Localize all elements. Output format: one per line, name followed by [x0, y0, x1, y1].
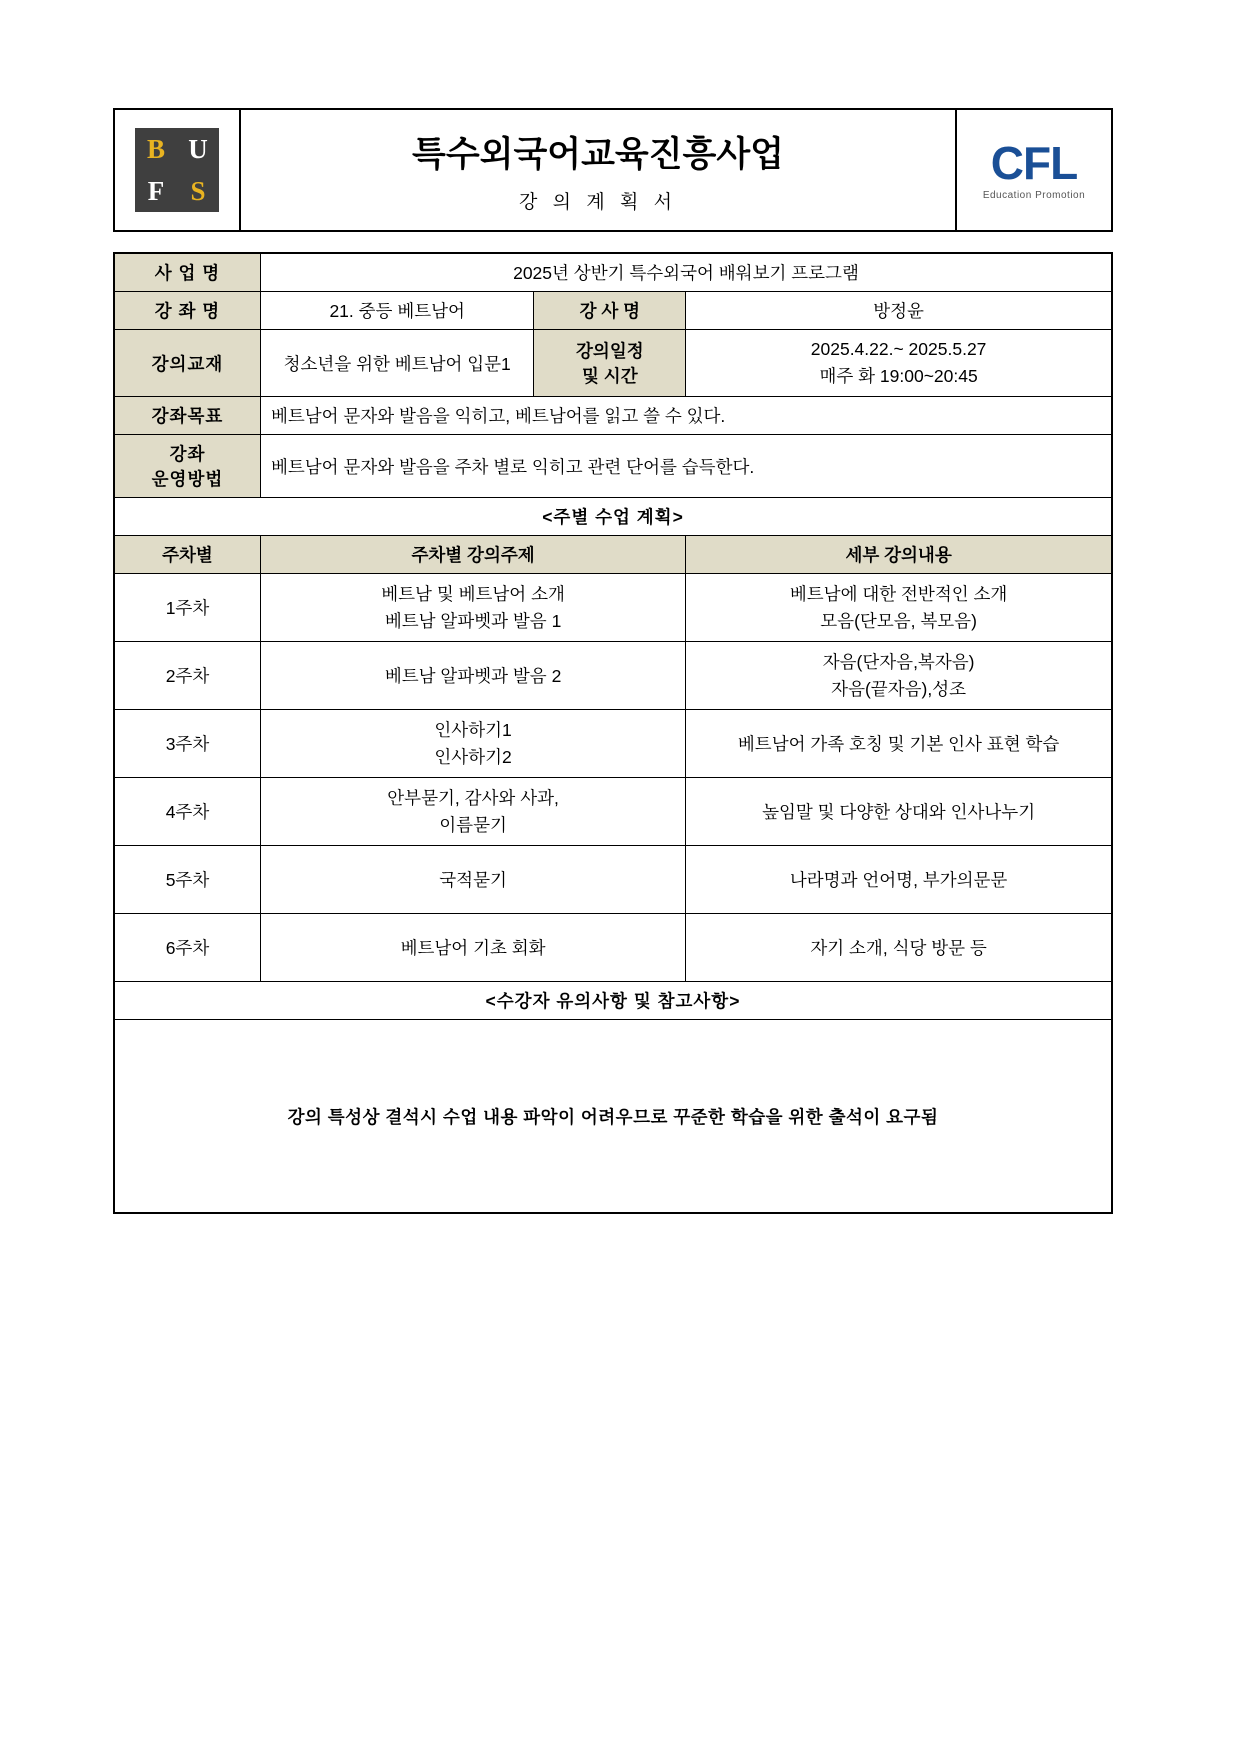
table-row — [114, 846, 1112, 914]
cfl-logo-text: CFL — [990, 136, 1078, 189]
week-topic-line2: 베트남 알파벳과 발음 1 — [384, 610, 562, 631]
value-course: 21. 중등 베트남어 — [260, 292, 534, 330]
week-topic — [260, 710, 685, 778]
page-title: 특수외국어교육진흥사업 — [412, 134, 784, 174]
label-project: 사 업 명 — [114, 253, 260, 292]
week-topic-line2: 인사하기2 — [434, 746, 512, 767]
cfl-logo — [982, 136, 1086, 201]
week-topic-line1: 베트남 및 베트남어 소개 — [381, 583, 565, 604]
syllabus-table — [113, 252, 1113, 1214]
label-method-line2: 운영방법 — [151, 469, 224, 490]
column-header-week: 주차별 — [114, 536, 260, 574]
value-schedule — [686, 330, 1112, 397]
bufs-letter-u: U — [188, 133, 208, 164]
week-detail: 베트남어 가족 호칭 및 기본 인사 표현 학습 — [686, 710, 1112, 778]
table-row — [114, 778, 1112, 846]
week-label: 6주차 — [114, 914, 260, 982]
week-detail-line2: 자음(끝자음),성조 — [831, 678, 967, 699]
column-header-detail: 세부 강의내용 — [686, 536, 1112, 574]
week-topic — [260, 778, 685, 846]
cfl-logo-subtext: Education Promotion — [982, 189, 1086, 201]
label-goal: 강좌목표 — [114, 397, 260, 435]
value-textbook: 청소년을 위한 베트남어 입문1 — [260, 330, 534, 397]
cfl-logo-cell — [955, 110, 1111, 230]
document-header — [113, 108, 1113, 232]
table-row-project — [114, 253, 1112, 292]
table-row — [114, 710, 1112, 778]
bufs-logo-cell — [115, 110, 241, 230]
table-row-weekly-header — [114, 536, 1112, 574]
bufs-letter-s: S — [190, 175, 206, 206]
label-schedule — [534, 330, 686, 397]
value-instructor: 방정윤 — [686, 292, 1112, 330]
value-method: 베트남어 문자와 발음을 주차 별로 익히고 관련 단어를 습득한다. — [260, 435, 1112, 498]
table-row-course — [114, 292, 1112, 330]
value-schedule-line1: 2025.4.22.~ 2025.5.27 — [810, 339, 987, 359]
week-topic — [260, 574, 685, 642]
week-topic-line2: 이름묻기 — [439, 814, 507, 835]
weekly-section-title: <주별 수업 계획> — [114, 498, 1112, 536]
title-cell — [241, 110, 955, 230]
notes-section-title: <수강자 유의사항 및 참고사항> — [114, 982, 1112, 1020]
column-header-topic: 주차별 강의주제 — [260, 536, 685, 574]
value-schedule-line2: 매주 화 19:00~20:45 — [819, 366, 978, 387]
table-row — [114, 914, 1112, 982]
label-method — [114, 435, 260, 498]
week-label: 1주차 — [114, 574, 260, 642]
label-course: 강 좌 명 — [114, 292, 260, 330]
week-detail: 나라명과 언어명, 부가의문문 — [686, 846, 1112, 914]
week-topic-line1: 안부묻기, 감사와 사과, — [387, 787, 559, 808]
week-label: 3주차 — [114, 710, 260, 778]
bufs-letter-b: B — [146, 133, 165, 164]
table-row-weekly-title — [114, 498, 1112, 536]
week-topic: 국적묻기 — [260, 846, 685, 914]
label-method-line1: 강좌 — [169, 444, 206, 465]
table-row — [114, 574, 1112, 642]
week-topic-line1: 인사하기1 — [434, 719, 512, 740]
week-label: 2주차 — [114, 642, 260, 710]
week-label: 4주차 — [114, 778, 260, 846]
week-detail-line1: 자음(단자음,복자음) — [822, 651, 975, 672]
label-schedule-line1: 강의일정 — [576, 341, 644, 362]
table-row-notes-body — [114, 1020, 1112, 1214]
value-project: 2025년 상반기 특수외국어 배워보기 프로그램 — [260, 253, 1112, 292]
table-row-textbook — [114, 330, 1112, 397]
bufs-letter-f: F — [147, 175, 165, 206]
label-textbook: 강의교재 — [114, 330, 260, 397]
week-detail — [686, 574, 1112, 642]
label-schedule-line2: 및 시간 — [582, 366, 638, 387]
week-detail-line2: 모음(단모음, 복모음) — [820, 610, 977, 631]
table-row — [114, 642, 1112, 710]
week-detail — [686, 642, 1112, 710]
page-subtitle: 강 의 계 획 서 — [519, 191, 677, 213]
value-goal: 베트남어 문자와 발음을 익히고, 베트남어를 읽고 쓸 수 있다. — [260, 397, 1112, 435]
week-detail: 자기 소개, 식당 방문 등 — [686, 914, 1112, 982]
week-label: 5주차 — [114, 846, 260, 914]
table-row-method — [114, 435, 1112, 498]
table-row-notes-title — [114, 982, 1112, 1020]
week-topic: 베트남 알파벳과 발음 2 — [260, 642, 685, 710]
notes-body: 강의 특성상 결석시 수업 내용 파악이 어려우므로 꾸준한 학습을 위한 출석이 요구됨 — [114, 1020, 1112, 1214]
week-detail: 높임말 및 다양한 상대와 인사나누기 — [686, 778, 1112, 846]
week-detail-line1: 베트남에 대한 전반적인 소개 — [789, 583, 1008, 604]
label-instructor: 강 사 명 — [534, 292, 686, 330]
bufs-logo — [135, 128, 219, 212]
table-row-goal — [114, 397, 1112, 435]
week-topic: 베트남어 기초 회화 — [260, 914, 685, 982]
